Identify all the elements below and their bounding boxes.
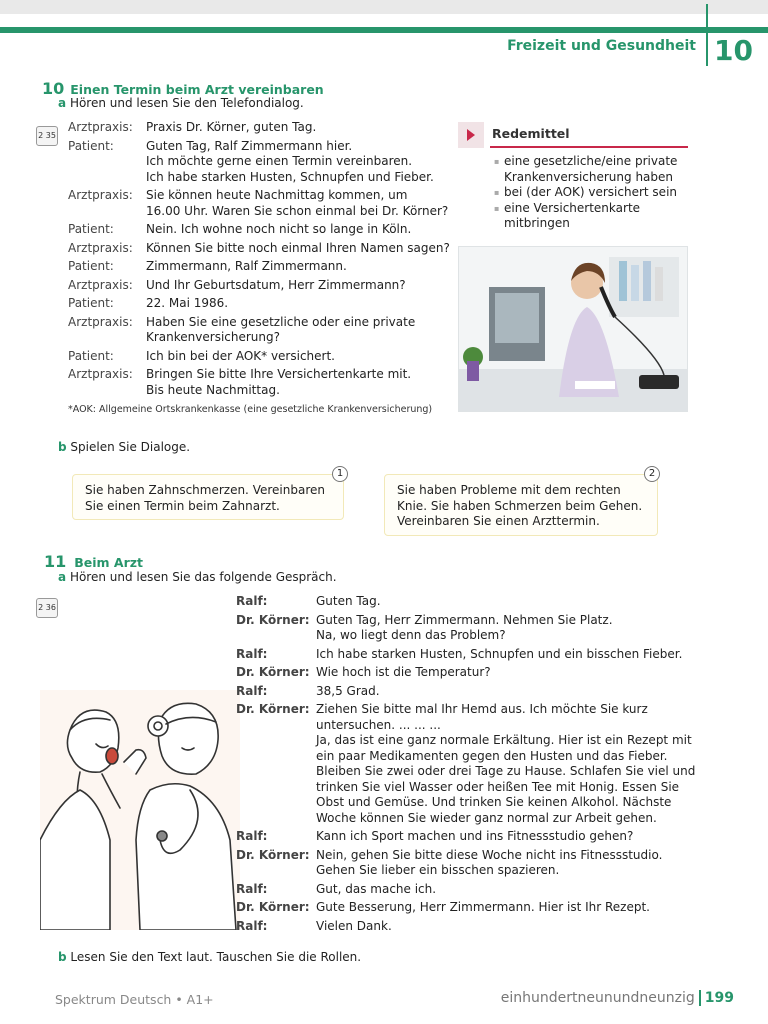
dialog-text: 22. Mai 1986. [146, 296, 229, 310]
dialog-text: Haben Sie eine gesetzliche oder eine private Krankenversicherung? [146, 314, 416, 344]
dialog-speaker: Ralf: [236, 918, 268, 933]
dialog-line [236, 919, 696, 935]
dialog-text: Gut, das mache ich. [316, 881, 437, 896]
role-card-1-text: Sie haben Zahnschmerzen. Vereinbaren Sie einen Termin beim Zahnarzt. [85, 483, 325, 513]
dialog-speaker: Dr. Körner: [236, 847, 310, 862]
exercise-10a-instruction [58, 96, 304, 110]
dialog-text: Ich habe starken Husten, Schnupfen und ein bisschen Fieber. [316, 646, 683, 661]
role-card-2-text: Sie haben Probleme mit dem rechten Knie. Sie haben Schmerzen beim Gehen. Vereinbaren Sie einen Arzttermin. [397, 483, 643, 528]
dialog-line [68, 349, 453, 365]
telephone-dialog [68, 120, 453, 401]
dialog-line [236, 900, 696, 916]
doctor-patient-illustration [40, 690, 240, 930]
dialog-speaker: Ralf: [236, 881, 268, 896]
receptionist-photo [458, 246, 688, 412]
dialog-line [236, 702, 696, 826]
receptionist-illustration [459, 247, 688, 412]
redemittel-title: Redemittel [492, 126, 570, 141]
dialog-speaker: Arztpraxis: [68, 240, 133, 255]
dialog-speaker: Arztpraxis: [68, 188, 133, 202]
dialog-text: Gute Besserung, Herr Zimmermann. Hier ist Ihr Rezept. [316, 900, 650, 914]
redemittel-rule [490, 146, 688, 148]
dialog-text: Guten Tag. [316, 594, 381, 608]
dialog-speaker: Arztpraxis: [68, 314, 133, 329]
dialog-line [236, 882, 696, 898]
exercise-11a-letter: a [58, 570, 67, 584]
dialog-speaker: Patient: [68, 296, 114, 310]
exercise-11a-text: Hören und lesen Sie das folgende Gespräch. [69, 570, 337, 584]
dialog-speaker: Ralf: [236, 594, 268, 608]
exercise-10-title: Einen Termin beim Arzt vereinbaren [70, 82, 324, 97]
dialog-text: 38,5 Grad. [316, 683, 380, 698]
dialog-line [236, 665, 696, 681]
page-number-words: einhundertneunundneunzig [500, 990, 695, 1006]
dialog-speaker: Arztpraxis: [68, 367, 133, 381]
chapter-number: 10 [714, 34, 753, 67]
dialog-speaker: Patient: [68, 222, 114, 236]
dialog-line [236, 613, 696, 644]
top-bar [0, 0, 768, 14]
exercise-11a-instruction [58, 570, 337, 584]
dialog-line [68, 296, 453, 312]
doctor-patient-drawing [40, 690, 240, 930]
dialog-line [68, 222, 453, 238]
exercise-11b-text: Lesen Sie den Text laut. Tauschen Sie die Rollen. [70, 950, 362, 964]
dialog-speaker: Ralf: [236, 646, 268, 661]
dialog-text: Ziehen Sie bitte mal Ihr Hemd aus. Ich möchte Sie kurz untersuchen. ... ... ... Ja, das ist eine ganz normale Erkältung. Hier ist ein Rezept mit ein paar Medikamenten gegen den Husten und das Fieber. Bleiben Sie zwei oder drei Tage zu Hause. Schlafen Sie viel und trinken Sie viel Wasser oder heißen Tee mit Honig. Essen Sie Obst und Gemüse. Und trinken Sie keinen Alkohol. Nächste Woche können Sie wieder ganz normal zur Arbeit gehen. [316, 702, 696, 825]
dialog-text: Vielen Dank. [316, 918, 392, 933]
exercise-10b-text: Spielen Sie Dialoge. [70, 440, 191, 454]
exercise-11b-letter: b [58, 950, 67, 964]
dialog-text: Wie hoch ist die Temperatur? [316, 665, 491, 679]
role-card-1-number: 1 [332, 466, 348, 482]
audio-track-icon[interactable]: 2 36 [36, 598, 58, 618]
dialog-speaker: Patient: [68, 138, 114, 153]
play-arrow-icon [458, 122, 484, 148]
dialog-line [68, 278, 453, 294]
dialog-line [68, 259, 453, 275]
exercise-11b-instruction [58, 950, 361, 964]
dialog-text: Ich bin bei der AOK* versichert. [146, 348, 335, 363]
header-divider [706, 4, 708, 66]
exercise-10b-letter: b [58, 440, 67, 454]
dialog-speaker: Patient: [68, 259, 114, 273]
role-card-2-number: 2 [644, 466, 660, 482]
header-rule [0, 27, 768, 33]
dialog-text: Praxis Dr. Körner, guten Tag. [146, 120, 317, 134]
dialog-text: Zimmermann, Ralf Zimmermann. [146, 259, 347, 273]
dialog-line [236, 647, 696, 663]
dialog-text: Guten Tag, Herr Zimmermann. Nehmen Sie Platz. Na, wo liegt denn das Problem? [316, 612, 613, 642]
exercise-10b-instruction [58, 440, 190, 454]
dialog-text: Sie können heute Nachmittag kommen, um 16.00 Uhr. Waren Sie schon einmal bei Dr. Körner? [146, 188, 449, 218]
dialog-speaker: Ralf: [236, 829, 268, 843]
dialog-speaker: Dr. Körner: [236, 612, 310, 627]
doctor-dialog [236, 594, 696, 937]
dialog-line [68, 367, 453, 398]
dialog-text: Nein, gehen Sie bitte diese Woche nicht ins Fitnessstudio. Gehen Sie lieber ein bisschen spazieren. [316, 847, 663, 877]
dialog-text: Können Sie bitte noch einmal Ihren Namen sagen? [146, 240, 450, 255]
role-card-1 [72, 474, 344, 520]
dialog-line [68, 120, 453, 136]
dialog-speaker: Dr. Körner: [236, 702, 310, 716]
chapter-title: Freizeit und Gesundheit [507, 38, 696, 54]
dialog-text: Guten Tag, Ralf Zimmermann hier. Ich möchte gerne einen Termin vereinbaren. Ich habe starken Husten, Schnupfen und Fieber. [146, 138, 434, 184]
dialog-text: Und Ihr Geburtsdatum, Herr Zimmermann? [146, 277, 406, 292]
redemittel-item: ▪ bei (der AOK) versichert sein [494, 185, 690, 201]
dialog-text: Bringen Sie bitte Ihre Versichertenkarte mit. Bis heute Nachmittag. [146, 367, 412, 397]
dialog-speaker: Dr. Körner: [236, 900, 310, 914]
dialog-speaker: Patient: [68, 348, 114, 363]
dialog-text: Nein. Ich wohne noch nicht so lange in Köln. [146, 222, 412, 236]
audio-track-icon[interactable]: 2 35 [36, 126, 58, 146]
exercise-11-number: 11 [44, 552, 67, 571]
redemittel-item: ▪ eine gesetzliche/eine private Krankenversicherung haben [494, 154, 690, 185]
dialog-line [236, 594, 696, 610]
exercise-10a-letter: a [58, 96, 67, 110]
dialog-speaker: Arztpraxis: [68, 277, 133, 292]
page-number: 199 [699, 990, 734, 1006]
dialog-line [68, 241, 453, 257]
page-number-area [501, 990, 734, 1006]
dialog-line [236, 684, 696, 700]
dialog-speaker: Dr. Körner: [236, 665, 310, 679]
exercise-11-title: Beim Arzt [74, 555, 144, 570]
dialog-speaker: Arztpraxis: [68, 120, 133, 134]
dialog-line [236, 848, 696, 879]
role-card-2 [384, 474, 658, 536]
dialog-line [68, 315, 453, 346]
footnote: *AOK: Allgemeine Ortskrankenkasse (eine gesetzliche Krankenversicherung) [68, 404, 433, 415]
dialog-text: Kann ich Sport machen und ins Fitnessstudio gehen? [316, 829, 634, 843]
book-title: Spektrum Deutsch • A1+ [55, 992, 214, 1007]
dialog-line [68, 139, 453, 186]
redemittel-item: ▪ eine Versichertenkarte mitbringen [494, 201, 690, 232]
dialog-line [68, 188, 453, 219]
exercise-10a-text: Hören und lesen Sie den Telefondialog. [69, 96, 304, 110]
dialog-speaker: Ralf: [236, 683, 268, 698]
exercise-10-number: 10 [42, 79, 65, 98]
dialog-line [236, 829, 696, 845]
exercise-11-heading [44, 552, 143, 571]
redemittel-list [494, 154, 690, 232]
